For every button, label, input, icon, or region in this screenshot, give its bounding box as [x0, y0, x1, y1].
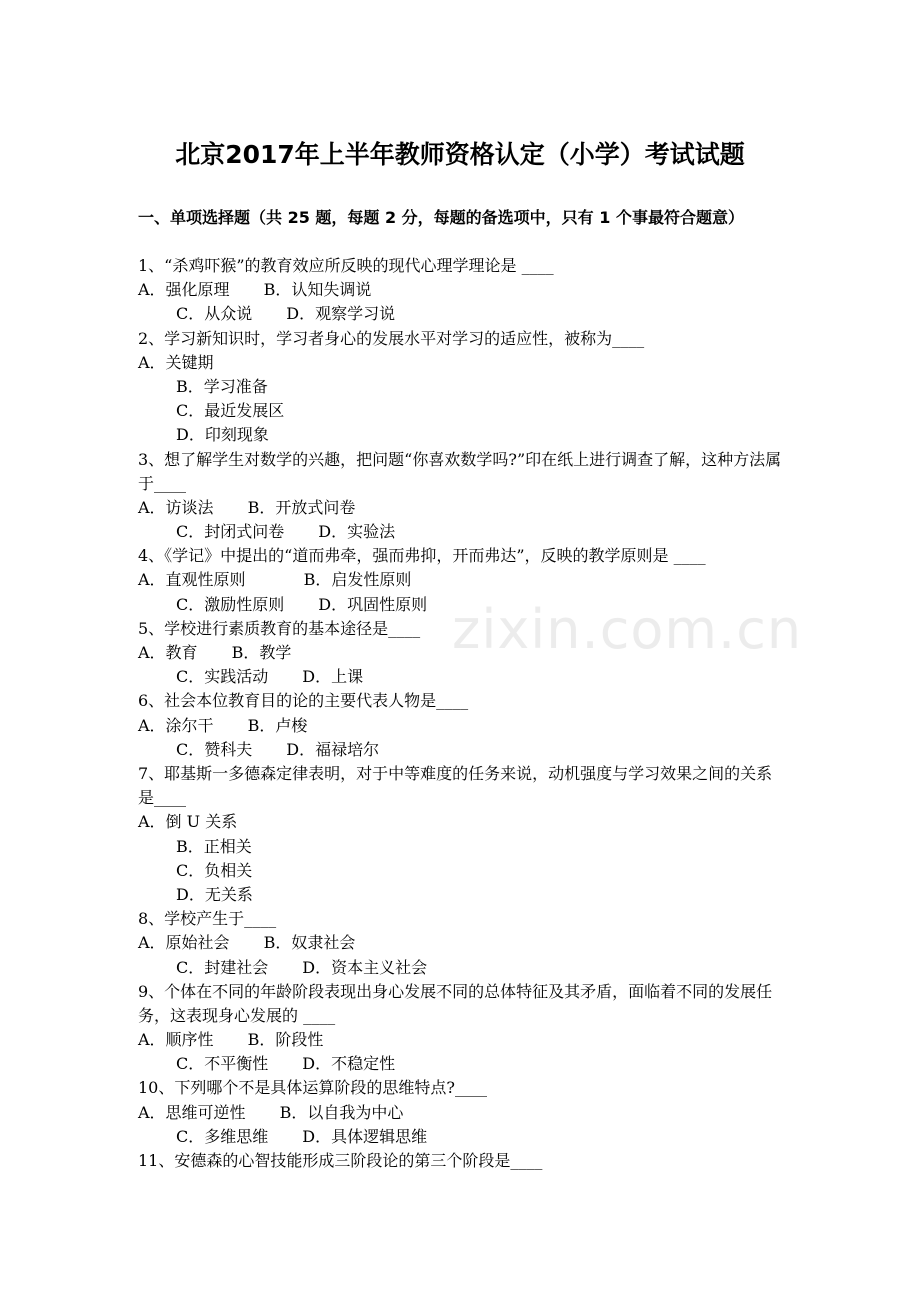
question-10-options-row-2 — [138, 1125, 788, 1149]
question-8-stem: 8、学校产生于____ — [138, 909, 277, 929]
option-b: B．阶段性 — [247, 1030, 324, 1050]
question-9-stem: 9、个体在不同的年龄阶段表现出身心发展不同的总体特征及其矛盾，面临着不同的发展任务，这表现身心发展的 ____ — [138, 981, 773, 1025]
question-6-stem: 6、社会本位教育目的论的主要代表人物是____ — [138, 691, 469, 711]
option-d: D．无关系 — [176, 884, 253, 904]
watermark: zixin.com.cn — [452, 598, 803, 661]
option-d: D．上课 — [302, 667, 364, 687]
option-b: B．奴隶社会 — [263, 933, 356, 953]
option-c: C．封建社会 — [176, 957, 269, 977]
question-4-options-row-2 — [138, 593, 788, 617]
option-c: C．负相关 — [176, 860, 253, 880]
option-c: C．激励性原则 — [176, 594, 285, 614]
question-8-options-row-2 — [138, 956, 788, 980]
option-b: B．开放式问卷 — [247, 497, 356, 517]
question-2-stem: 2、学习新知识时，学习者身心的发展水平对学习的适应性，被称为____ — [138, 328, 645, 348]
option-d: D．福禄培尔 — [286, 739, 380, 759]
option-d: D．具体逻辑思维 — [302, 1126, 428, 1146]
question-5-options-row-2 — [138, 665, 788, 689]
question-1-options-row-1 — [138, 278, 788, 302]
option-c: C．最近发展区 — [176, 401, 285, 421]
option-c: C．实践活动 — [176, 667, 269, 687]
question-10-stem: 10、下列哪个不是具体运算阶段的思维特点?____ — [138, 1078, 487, 1098]
question-1-options-row-2 — [138, 302, 788, 326]
option-b: B．以自我为中心 — [279, 1102, 404, 1122]
question-3-stem: 3、想了解学生对数学的兴趣，把问题“你喜欢数学吗?”印在纸上进行调查了解，这种方法属于____ — [138, 449, 782, 493]
option-d: D．观察学习说 — [286, 304, 396, 324]
option-d: D．巩固性原则 — [318, 594, 428, 614]
question-5-stem: 5、学校进行素质教育的基本途径是____ — [138, 618, 421, 638]
option-b: B．卢梭 — [247, 715, 308, 735]
question-10-options-row-1 — [138, 1101, 788, 1125]
question-4-stem: 4、《学记》中提出的“道而弗牵，强而弗抑，开而弗达”，反映的教学原则是 ____ — [138, 546, 706, 566]
option-a: A．原始社会 — [138, 933, 230, 953]
option-a: A．倒 U 关系 — [138, 812, 238, 832]
section-header: 一、单项选择题（共 25 题，每题 2 分，每题的备选项中，只有 1 个事最符合题意） — [138, 208, 744, 227]
question-3-options-row-1 — [138, 496, 788, 520]
option-a: A．直观性原则 — [138, 570, 246, 590]
option-a: A．访谈法 — [138, 497, 214, 517]
question-6-options-row-2 — [138, 738, 788, 762]
option-c: C．赞科夫 — [176, 739, 253, 759]
question-8-options-row-1 — [138, 931, 788, 955]
option-b: B．教学 — [231, 643, 292, 663]
question-list — [138, 254, 788, 1173]
option-a: A．顺序性 — [138, 1030, 214, 1050]
question-1-stem: 1、“杀鸡吓猴”的教育效应所反映的现代心理学理论是 ____ — [138, 256, 554, 275]
option-b: B．学习准备 — [176, 376, 268, 396]
option-a: A．思维可逆性 — [138, 1102, 246, 1122]
option-a: A．涂尔干 — [138, 715, 214, 735]
option-b: B．认知失调说 — [263, 280, 372, 300]
option-d: D．资本主义社会 — [302, 957, 428, 977]
question-9-options-row-1 — [138, 1028, 788, 1052]
option-d: D．不稳定性 — [302, 1054, 396, 1074]
option-d: D．实验法 — [318, 522, 396, 542]
option-b: B．正相关 — [176, 836, 252, 856]
question-7-stem: 7、耶基斯一多德森定律表明，对于中等难度的任务来说，动机强度与学习效果之间的关系是____ — [138, 763, 773, 808]
option-c: C．不平衡性 — [176, 1054, 269, 1074]
page-title: 北京2017年上半年教师资格认定（小学）考试试题 — [175, 140, 745, 169]
option-d: D．印刻现象 — [176, 425, 269, 445]
question-5-options-row-1 — [138, 641, 788, 665]
option-a: A．强化原理 — [138, 280, 230, 300]
option-c: C．多维思维 — [176, 1126, 269, 1146]
question-9-options-row-2 — [138, 1052, 788, 1076]
option-c: C．封闭式问卷 — [176, 522, 285, 542]
option-a: A．关键期 — [138, 352, 214, 372]
option-a: A．教育 — [138, 643, 198, 663]
option-c: C．从众说 — [176, 304, 253, 324]
option-b: B．启发性原则 — [303, 570, 412, 590]
question-11-stem: 11、安德森的心智技能形成三阶段论的第三个阶段是____ — [138, 1151, 543, 1171]
question-4-options-row-1 — [138, 568, 788, 592]
question-3-options-row-2 — [138, 520, 788, 544]
question-6-options-row-1 — [138, 714, 788, 738]
